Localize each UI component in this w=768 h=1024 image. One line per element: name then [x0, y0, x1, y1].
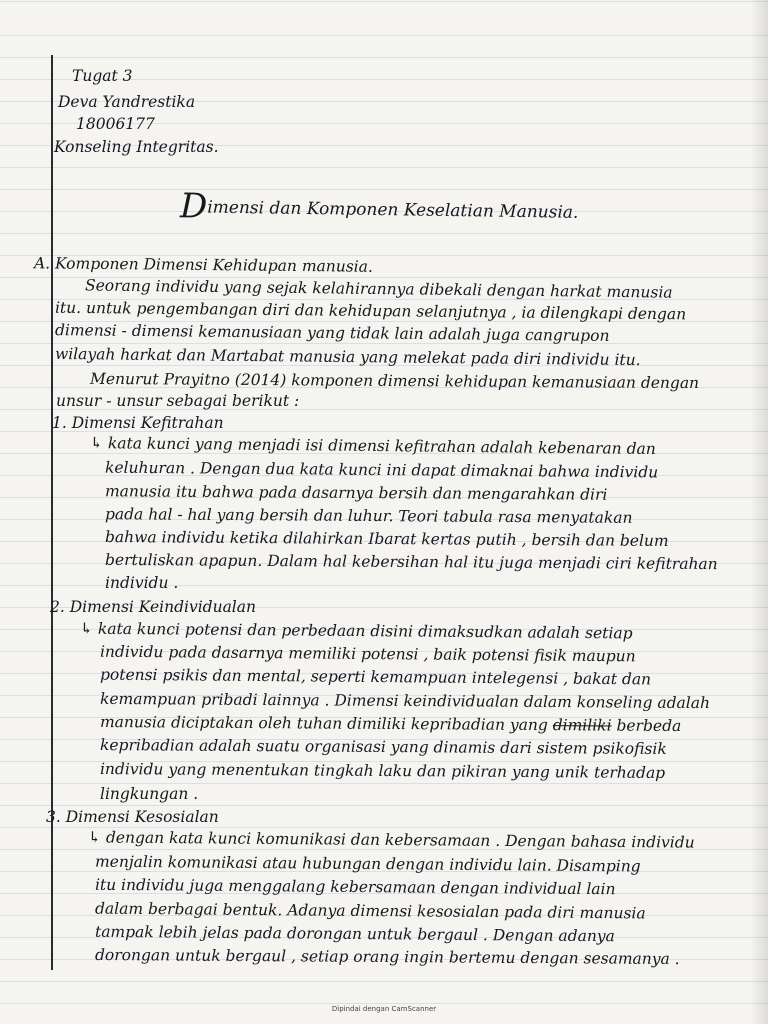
paragraph-line: dalam berbagai bentuk. Adanya dimensi kesosialan pada diri manusia: [94, 899, 646, 923]
numbered-heading-2: 2. Dimensi Keindividualan: [50, 598, 256, 616]
title-text: imensi dan Komponen Keselatian Manusia.: [207, 197, 579, 223]
paragraph-line: manusia itu bahwa pada dasarnya bersih dan mengarahkan diri: [104, 482, 608, 504]
paragraph-line: [100, 713, 681, 735]
student-id: 18006177: [76, 115, 155, 133]
paragraph-line: Seorang individu yang sejak kelahirannya dibekali dengan harkat manusia: [84, 276, 673, 302]
paragraph-line: potensi psikis dan mental, seperti kemampuan intelegensi , bakat dan: [99, 665, 652, 689]
paragraph-line: Menurut Prayitno (2014) komponen dimensi kehidupan kemanusiaan dengan: [89, 369, 700, 393]
section-heading-a: A. Komponen Dimensi Kehidupan manusia.: [33, 254, 373, 276]
paragraph-line: lingkungan .: [100, 785, 199, 803]
paragraph-line: pada hal - hal yang bersih dan luhur. Teori tabula rasa menyatakan: [104, 505, 633, 527]
paragraph-line: tampak lebih jelas pada dorongan untuk bergaul . Dengan adanya: [94, 922, 615, 946]
paragraph-line: kepribadian adalah suatu organisasi yang dinamis dari sistem psikofisik: [99, 736, 667, 758]
paragraph-line: individu .: [105, 574, 179, 592]
paragraph-line: unsur - unsur sebagai berikut :: [56, 392, 300, 410]
paragraph-line: wilayah harkat dan Martabat manusia yang melekat pada diri individu itu.: [54, 344, 641, 370]
numbered-heading-3: 3. Dimensi Kesosialan: [46, 808, 219, 826]
paragraph-line: ↳ dengan kata kunci komunikasi dan kebersamaan . Dengan bahasa individu: [87, 828, 695, 852]
scanner-watermark: Dipindai dengan CamScanner: [331, 1005, 437, 1013]
paragraph-line: individu pada dasarnya memiliki potensi , baik potensi fisik maupun: [99, 642, 636, 666]
paragraph-line: itu individu juga menggalang kebersamaan dengan individual lain: [94, 875, 616, 899]
paragraph-line: dimensi - dimensi kemanusiaan yang tidak lain adalah juga cangrupon: [54, 321, 610, 345]
title-initial: D: [179, 186, 208, 227]
paragraph-line: ↳ kata kunci potensi dan perbedaan disini dimaksudkan adalah setiap: [79, 619, 633, 643]
paragraph-line: ↳ kata kunci yang menjadi isi dimensi kefitrahan adalah kebenaran dan: [89, 434, 656, 458]
numbered-heading-1: 1. Dimensi Kefitrahan: [52, 414, 224, 432]
assignment-label: Tugat 3: [72, 67, 133, 85]
paragraph-line: menjalin komunikasi atau hubungan dengan individu lain. Disamping: [94, 852, 641, 876]
paragraph-line: bertuliskan apapun. Dalam hal kebersihan hal itu juga menjadi ciri kefitrahan: [104, 550, 718, 574]
paragraph-line: bahwa individu ketika dilahirkan Ibarat kertas putih , bersih dan belum: [104, 528, 669, 550]
paragraph-line: keluhuran . Dengan dua kata kunci ini dapat dimaknai bahwa individu: [104, 458, 659, 482]
course-name: Konseling Integritas.: [54, 138, 219, 156]
struck-out-word: dimiliki: [552, 716, 612, 735]
paragraph-line: individu yang menentukan tingkah laku dan pikiran yang unik terhadap: [99, 760, 666, 782]
page-edge-shadow: [750, 0, 768, 1024]
line-text: berbeda: [611, 716, 682, 736]
margin-line: [51, 55, 53, 970]
paragraph-line: itu. untuk pengembangan diri dan kehidupan selanjutnya , ia dilengkapi dengan: [54, 298, 687, 324]
line-text: manusia diciptakan oleh tuhan dimiliki kepribadian yang: [99, 712, 553, 735]
student-name: Deva Yandrestika: [58, 93, 196, 111]
page-title: [179, 186, 579, 227]
paragraph-line: dorongan untuk bergaul , setiap orang ingin bertemu dengan sesamanya .: [94, 945, 680, 969]
paragraph-line: kemampuan pribadi lainnya . Dimensi keindividualan dalam konseling adalah: [99, 689, 711, 713]
